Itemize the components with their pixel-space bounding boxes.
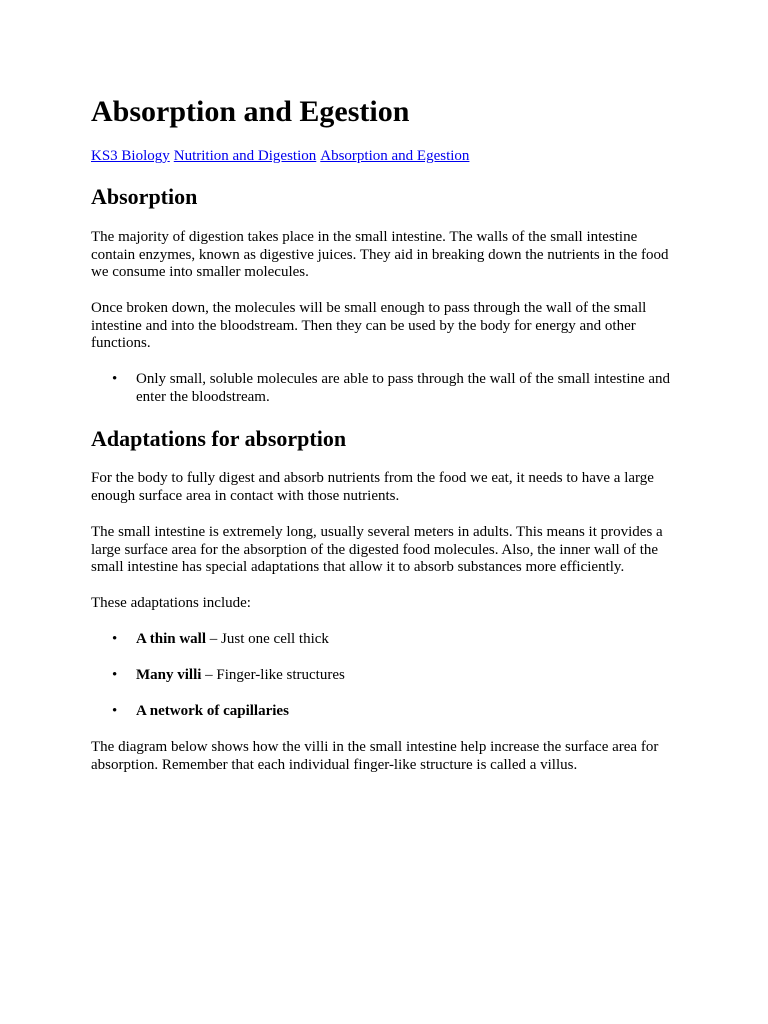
bullet-icon: • <box>112 667 118 683</box>
adaptation-name: A thin wall <box>136 631 207 647</box>
breadcrumb <box>91 147 473 165</box>
adaptations-bullet-list-2 <box>91 667 676 685</box>
page-title: Absorption and Egestion <box>91 95 410 128</box>
breadcrumb-link-nutrition-and-digestion[interactable]: Nutrition and Digestion <box>173 148 317 164</box>
bullet-icon: • <box>112 371 118 387</box>
adaptations-bullet-list-3 <box>91 703 676 721</box>
paragraph-small-intestine-length: The small intestine is extremely long, usually several meters in adults. This means it provides a large surface area for the absorption of the digested food molecules. Also, the inner wall of the small intestine has special adaptations that allow it to absorb substances more efficiently. <box>91 524 663 576</box>
bullet-icon: • <box>112 703 118 719</box>
paragraph-broken-down: Once broken down, the molecules will be small enough to pass through the wall of the small intestine and into the bloodstream. Then they can be used by the body for energy and other functions. <box>91 300 647 352</box>
absorption-bullet-list <box>91 371 676 406</box>
section-heading-adaptations: Adaptations for absorption <box>91 426 347 451</box>
adaptation-description: – Finger-like structures <box>201 667 345 683</box>
paragraph-digestion-intro: The majority of digestion takes place in the small intestine. The walls of the small intestine contain enzymes, known as digestive juices. They aid in breaking down the nutrients in the food we consume into smaller molecules. <box>91 229 669 281</box>
paragraph-adaptations-include: These adaptations include: <box>91 595 251 611</box>
paragraph-diagram-intro: The diagram below shows how the villi in the small intestine help increase the surface area for absorption. Remember that each individual finger-like structure is called a villus. <box>91 739 659 773</box>
list-item-text: Only small, soluble molecules are able to pass through the wall of the small intestine and enter the bloodstream. <box>136 371 671 405</box>
adaptations-bullet-list <box>91 631 676 649</box>
paragraph-surface-area: For the body to fully digest and absorb nutrients from the food we eat, it needs to have a large enough surface area in contact with those nutrients. <box>91 470 654 504</box>
list-item <box>91 631 676 649</box>
breadcrumb-link-ks3-biology[interactable]: KS3 Biology <box>91 148 170 164</box>
list-item <box>91 371 676 406</box>
list-item <box>91 667 676 685</box>
breadcrumb-link-absorption-and-egestion[interactable]: Absorption and Egestion <box>320 148 470 164</box>
bullet-icon: • <box>112 631 118 647</box>
adaptation-description: – Just one cell thick <box>206 631 329 647</box>
list-item <box>91 703 676 721</box>
section-heading-absorption: Absorption <box>91 184 198 209</box>
adaptation-name: Many villi <box>136 667 202 683</box>
adaptation-name: A network of capillaries <box>136 703 289 719</box>
